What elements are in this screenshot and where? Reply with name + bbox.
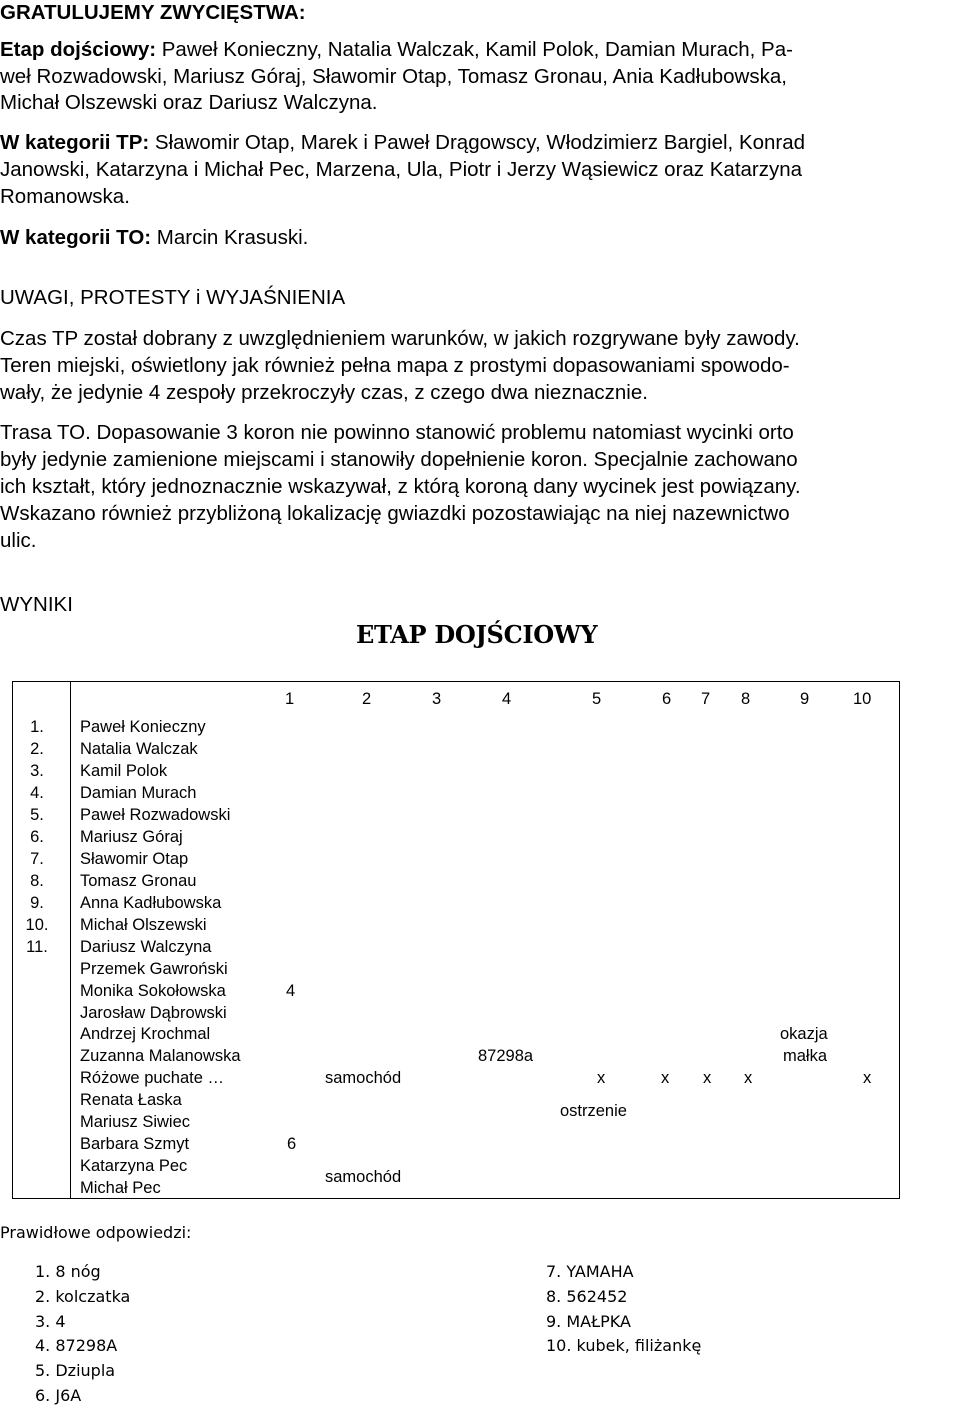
answer-item: 7. YAMAHA: [546, 1262, 634, 1281]
to-winners: W kategorii TO: Marcin Krasuski.: [0, 226, 309, 249]
column-header-6: 6: [662, 690, 672, 708]
tp-winners-line3: Romanowska.: [0, 185, 130, 208]
team-name: Andrzej Krochmal: [80, 1025, 211, 1043]
rank-5: 5.: [30, 806, 44, 824]
remarks-para1-line1: Czas TP został dobrany z uwzględnieniem warunków, w jakich rozgrywane były zawody.: [0, 327, 800, 350]
answer-item: 8. 562452: [546, 1287, 628, 1306]
remarks-para2-line1: Trasa TO. Dopasowanie 3 koron nie powinno stanowić problemu natomiast wycinki orto: [0, 421, 794, 444]
result-cell: ostrzenie: [560, 1102, 627, 1120]
remarks-heading: UWAGI, PROTESTY i WYJAŚNIENIA: [0, 286, 346, 309]
answers-heading: Prawidłowe odpowiedzi:: [0, 1223, 192, 1242]
answer-item: 1. 8 nóg: [35, 1262, 101, 1281]
tp-label: W kategorii TP:: [0, 131, 150, 154]
rank-6: 6.: [30, 828, 44, 846]
stage-label: Etap dojściowy:: [0, 38, 157, 61]
result-cell: samochód: [325, 1069, 402, 1087]
remarks-para1-line2: Teren miejski, oświetlony jak również pełna mapa z prostymi dopasowaniami spowodo-: [0, 354, 790, 377]
remarks-para2-line4: Wskazano również przybliżoną lokalizację gwiazdki pozostawiając na niej nazewnictwo: [0, 502, 790, 525]
answer-item: 9. MAŁPKA: [546, 1312, 631, 1331]
stage-winners-line1: Etap dojściowy: Paweł Konieczny, Natalia Walczak, Kamil Polok, Damian Murach, Pa-: [0, 38, 793, 61]
rank-11: 11.: [26, 938, 48, 956]
team-name: Mariusz Siwiec: [80, 1113, 191, 1131]
team-name: Monika Sokołowska: [80, 982, 226, 1000]
answer-item: 3. 4: [35, 1312, 66, 1331]
stage-winners-line2: weł Rozwadowski, Mariusz Góraj, Sławomir Otap, Tomasz Gronau, Ania Kadłubowska,: [0, 65, 787, 88]
result-cell: x: [703, 1069, 712, 1087]
remarks-para1-line3: wały, że jedynie 4 zespoły przekroczyły czas, z czego dwa nieznacznie.: [0, 381, 648, 404]
to-label: W kategorii TO:: [0, 226, 152, 249]
team-name: Sławomir Otap: [80, 850, 189, 868]
results-table: [12, 681, 900, 1199]
tp-winners-line1: W kategorii TP: Sławomir Otap, Marek i Paweł Drągowscy, Włodzimierz Bargiel, Konrad: [0, 131, 806, 154]
team-name: Michał Olszewski: [80, 916, 207, 934]
rank-column-divider: [70, 682, 71, 1198]
column-header-10: 10: [853, 690, 872, 708]
column-header-2: 2: [362, 690, 372, 708]
column-header-9: 9: [800, 690, 810, 708]
rank-3: 3.: [30, 762, 44, 780]
team-name: Tomasz Gronau: [80, 872, 197, 890]
rank-2: 2.: [30, 740, 44, 758]
page-heading: GRATULUJEMY ZWYCIĘSTWA:: [0, 1, 306, 24]
column-header-4: 4: [502, 690, 512, 708]
team-name: Paweł Konieczny: [80, 718, 206, 736]
remarks-para2-line2: były jedynie zamienione miejscami i stanowiły dopełnienie koron. Specjalnie zachowano: [0, 448, 798, 471]
answer-item: 10. kubek, filiżankę: [546, 1336, 702, 1355]
result-cell: x: [744, 1069, 753, 1087]
rank-10: 10.: [25, 916, 49, 934]
team-name: Michał Pec: [80, 1179, 161, 1197]
remarks-para2-line5: ulic.: [0, 529, 37, 552]
result-cell: x: [661, 1069, 670, 1087]
team-name: Renata Łaska: [80, 1091, 182, 1109]
column-header-7: 7: [701, 690, 711, 708]
result-cell: x: [863, 1069, 872, 1087]
result-cell: małka: [783, 1047, 828, 1065]
rank-1: 1.: [30, 718, 44, 736]
stage-winners-line3: Michał Olszewski oraz Dariusz Walczyna.: [0, 91, 378, 114]
team-name: Kamil Polok: [80, 762, 168, 780]
column-header-1: 1: [285, 690, 295, 708]
team-name: Natalia Walczak: [80, 740, 198, 758]
column-header-8: 8: [741, 690, 751, 708]
column-header-5: 5: [592, 690, 602, 708]
rank-7: 7.: [30, 850, 44, 868]
rank-9: 9.: [30, 894, 44, 912]
rank-4: 4.: [30, 784, 44, 802]
team-name: Różowe puchate …: [80, 1069, 224, 1087]
result-cell: 4: [286, 982, 296, 1000]
result-cell: samochód: [325, 1168, 402, 1186]
result-cell: 87298a: [478, 1047, 534, 1065]
remarks-para2-line3: ich kształt, który jednoznacznie wskazywał, z którą koroną dany wycinek jest powiązany.: [0, 475, 801, 498]
table-title: ETAP DOJŚCIOWY: [356, 620, 598, 649]
tp-winners-line2: Janowski, Katarzyna i Michał Pec, Marzena, Ula, Piotr i Jerzy Wąsiewicz oraz Katarzyna: [0, 158, 803, 181]
result-cell: x: [597, 1069, 606, 1087]
rank-8: 8.: [30, 872, 44, 890]
answer-item: 5. Dziupla: [35, 1361, 116, 1380]
answer-item: 2. kolczatka: [35, 1287, 131, 1306]
team-name: Zuzanna Malanowska: [80, 1047, 241, 1065]
result-cell: okazja: [780, 1025, 828, 1043]
team-name: Anna Kadłubowska: [80, 894, 222, 912]
team-name: Katarzyna Pec: [80, 1157, 188, 1175]
team-name: Przemek Gawroński: [80, 960, 228, 978]
team-name: Mariusz Góraj: [80, 828, 183, 846]
team-name: Dariusz Walczyna: [80, 938, 212, 956]
answer-item: 4. 87298A: [35, 1336, 118, 1355]
team-name: Jarosław Dąbrowski: [80, 1004, 227, 1022]
team-name: Damian Murach: [80, 784, 197, 802]
team-name: Barbara Szmyt: [80, 1135, 190, 1153]
results-heading: WYNIKI: [0, 593, 73, 616]
answer-item: 6. J6A: [35, 1386, 82, 1405]
team-name: Paweł Rozwadowski: [80, 806, 231, 824]
column-header-3: 3: [432, 690, 442, 708]
result-cell: 6: [287, 1135, 297, 1153]
